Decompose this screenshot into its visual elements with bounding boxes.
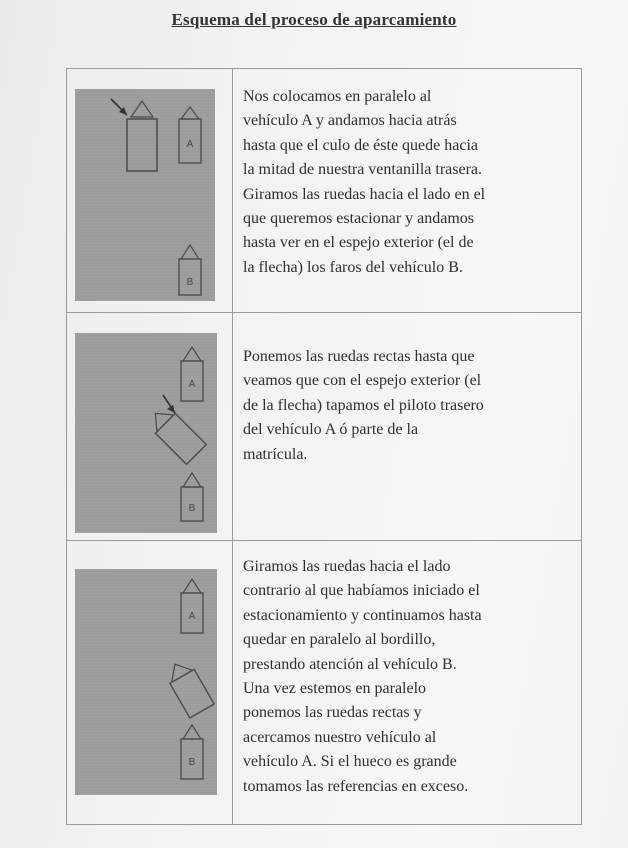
vehicle-a-label: A [188, 379, 196, 390]
text-line: Giramos las ruedas hacia el lado [243, 558, 451, 575]
vehicle-b-label: B [188, 503, 196, 514]
text-line: Giramos las ruedas hacia el lado en el [243, 185, 486, 203]
text-line: Ponemos las ruedas rectas hasta que [243, 348, 475, 365]
text-line: veamos que con el espejo exterior (el [243, 372, 482, 390]
text-line: hasta que el culo de éste quede hacia [243, 136, 478, 154]
vehicle-b-front [183, 473, 201, 487]
text-line: quedar en paralelo al bordillo, [243, 631, 436, 649]
vehicle-a-front [181, 107, 199, 119]
vehicle-a-front [183, 579, 201, 593]
text-line: la mitad de nuestra ventanilla trasera. [243, 161, 483, 179]
diagram-svg [75, 569, 217, 795]
own-car-front [131, 101, 153, 117]
text-line: Una vez estemos en paralelo [243, 680, 427, 698]
own-car [146, 404, 207, 465]
diagram-svg [75, 333, 217, 533]
diagram-svg [75, 89, 215, 301]
parking-diagram-step-3 [75, 569, 217, 795]
text-line: matrícula. [243, 445, 308, 463]
text-line: de la flecha) tapamos el piloto trasero [243, 396, 484, 414]
own-car [127, 119, 157, 171]
text-line: contrario al que habíamos iniciado el [243, 582, 480, 600]
step-text-1 [243, 85, 579, 280]
text-line: la flecha) los faros del vehículo B. [243, 258, 463, 276]
vehicle-a-front [183, 347, 201, 361]
text-line: Nos colocamos en paralelo al [243, 88, 432, 105]
text-line: del vehículo A ó parte de la [243, 421, 419, 439]
step-row-2 [67, 313, 581, 541]
text-line: prestando atención al vehículo B. [243, 655, 457, 673]
text-line: ponemos las ruedas rectas y [243, 704, 422, 722]
vehicle-b-label: B [186, 277, 194, 288]
text-line: hasta ver en el espejo exterior (el de [243, 234, 474, 252]
step-text-2 [243, 345, 579, 467]
text-line: tomamos las referencias en exceso. [243, 777, 469, 795]
vehicle-b-front [181, 245, 199, 259]
page-title: Esquema del proceso de aparcamiento [171, 10, 457, 29]
text-line: vehículo A. Si el hueco es grande [243, 753, 457, 771]
vehicle-a-label: A [188, 611, 196, 622]
vehicle-b-front [183, 725, 201, 739]
vehicle-b-label: B [188, 757, 196, 768]
step-row-3 [67, 541, 581, 824]
step-text-3 [243, 555, 579, 799]
text-line: estacionamiento y continuamos hasta [243, 606, 482, 624]
text-line: que queremos estacionar y andamos [243, 210, 475, 228]
parking-diagram-step-2 [75, 333, 217, 533]
parking-diagram-step-1 [75, 89, 215, 301]
steps-table [66, 68, 582, 825]
text-line: acercamos nuestro vehículo al [243, 728, 437, 746]
text-line: vehículo A y andamos hacia atrás [243, 112, 457, 130]
step-row-1 [67, 69, 581, 313]
vehicle-a-label: A [186, 139, 194, 150]
own-car [163, 657, 214, 718]
